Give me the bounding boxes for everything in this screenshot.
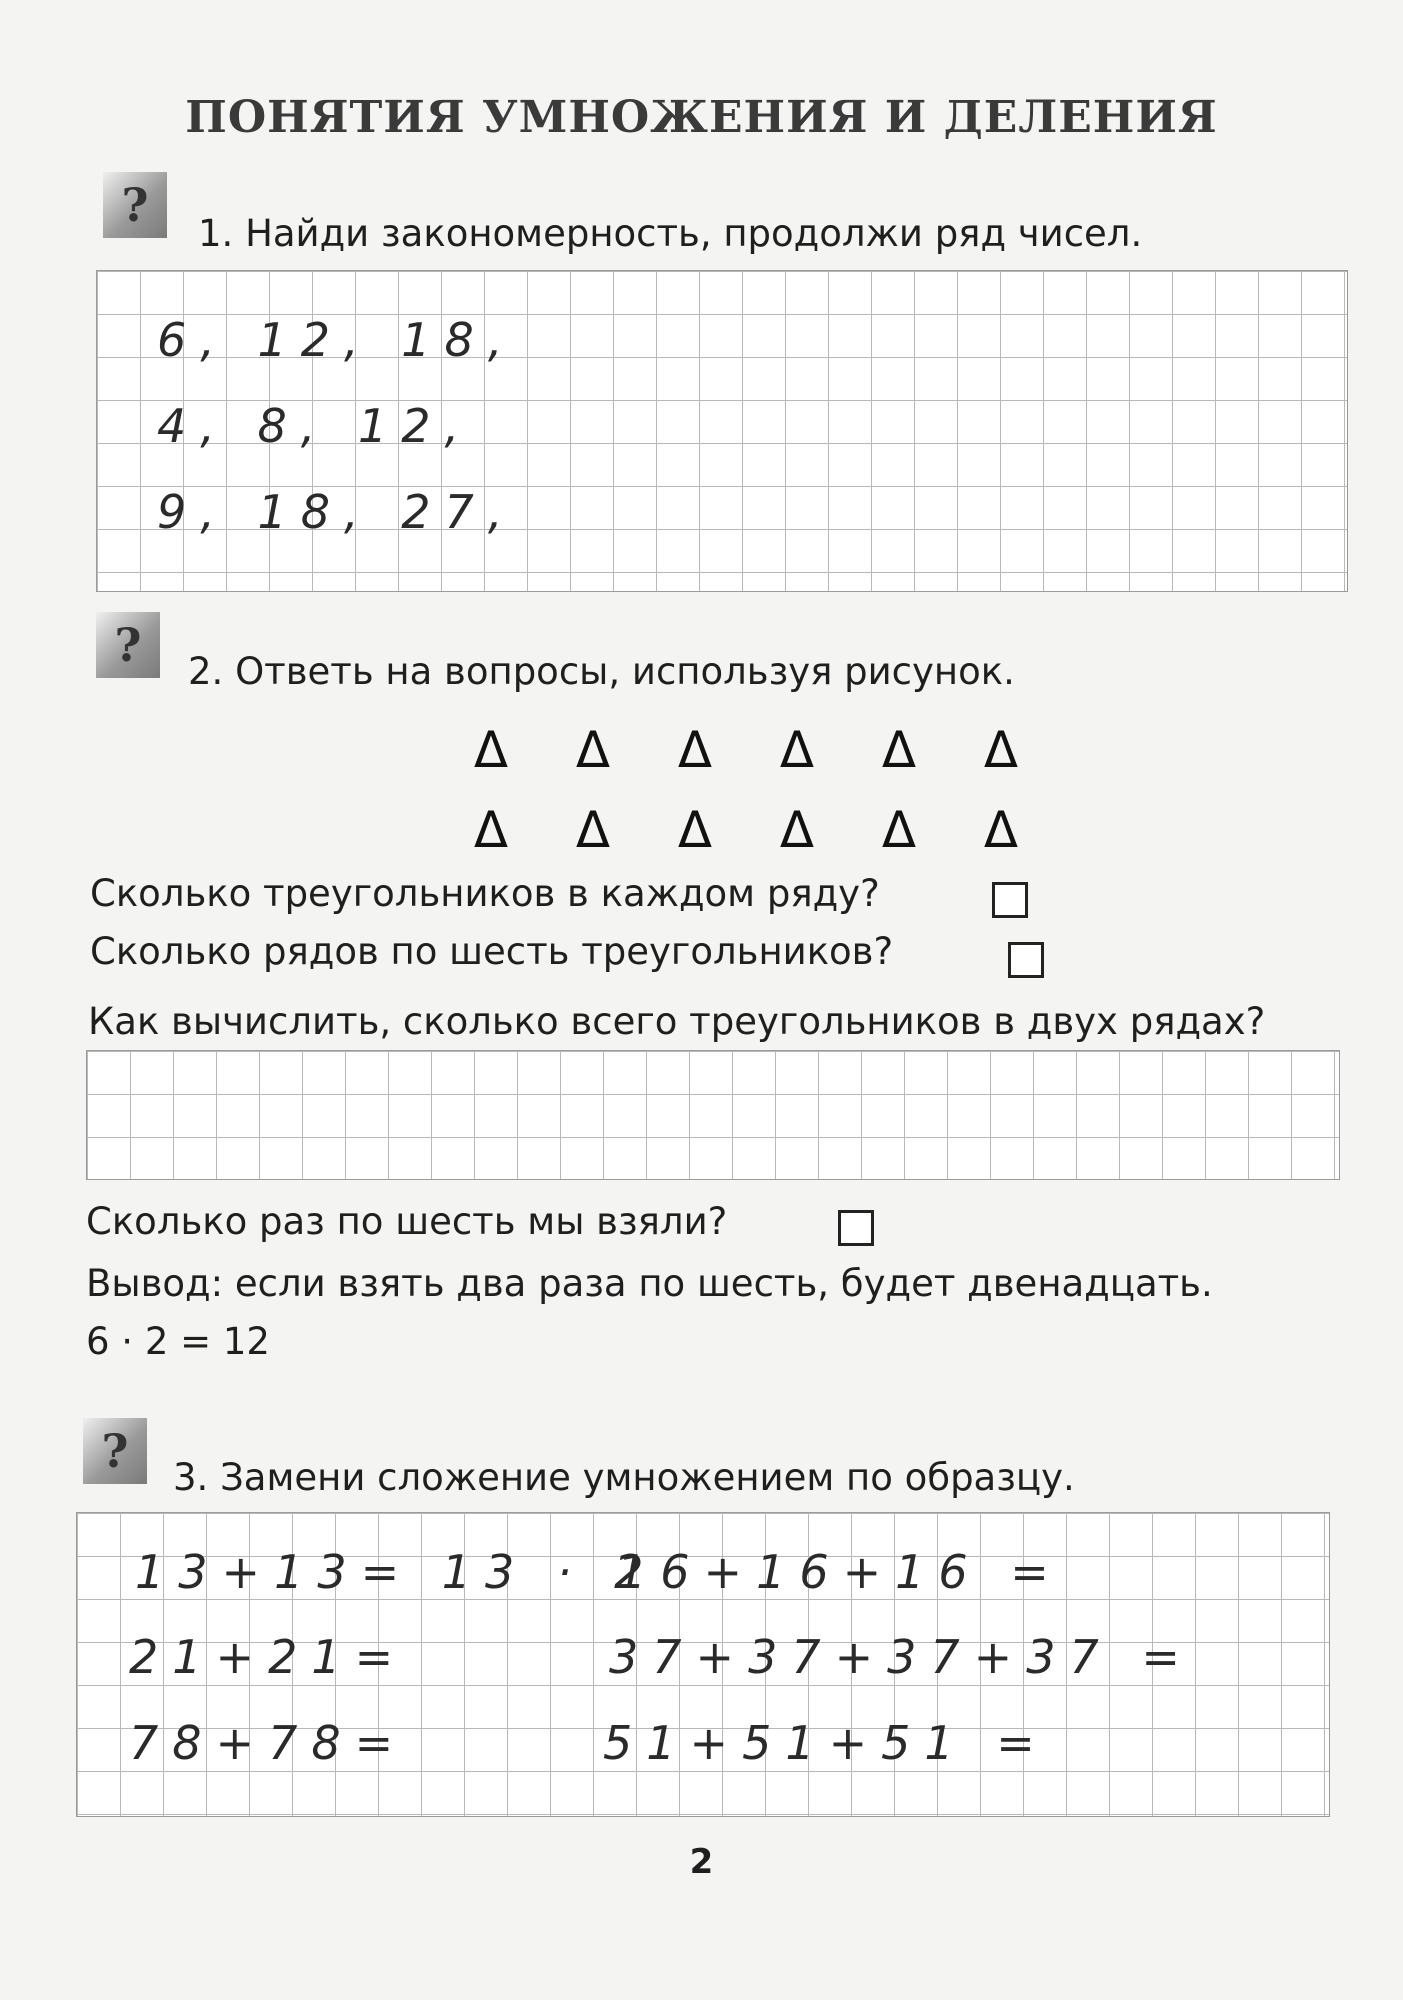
formula-text: 6 · 2 = 12 — [86, 1320, 270, 1363]
task-3-left-3: 78+78= — [129, 1716, 408, 1770]
triangle-icon: Δ — [575, 721, 611, 779]
task-1-row-1: 6, 12, 18, — [157, 313, 517, 367]
task-3-right-1: 16+16+16 = — [617, 1545, 1063, 1599]
task-1-grid[interactable] — [96, 270, 1348, 592]
answer-box-1[interactable] — [992, 882, 1028, 918]
task-3-right-3: 51+51+51 = — [603, 1716, 1049, 1770]
conclusion-text: Вывод: если взять два раза по шесть, будет двенадцать. — [86, 1262, 1213, 1305]
question-icon: ? — [83, 1418, 147, 1484]
task-3-left-2: 21+21= — [129, 1630, 408, 1684]
task-3-text: 3. Замени сложение умножением по образцу. — [173, 1456, 1075, 1499]
triangle-icon: Δ — [473, 721, 509, 779]
triangle-icon: Δ — [779, 801, 815, 859]
task-2-text: 2. Ответь на вопросы, используя рисунок. — [188, 650, 1015, 693]
triangle-row-2 — [440, 801, 1052, 859]
task-3-left-1: 13+13= 13 · 2 — [135, 1545, 658, 1599]
question-1: Сколько треугольников в каждом ряду? — [90, 872, 880, 915]
question-icon: ? — [103, 172, 167, 238]
question-2: Сколько рядов по шесть треугольников? — [90, 930, 894, 973]
triangle-icon: Δ — [983, 721, 1019, 779]
question-4: Сколько раз по шесть мы взяли? — [86, 1200, 728, 1243]
task-3-grid[interactable] — [76, 1512, 1330, 1817]
triangle-icon: Δ — [677, 721, 713, 779]
question-3: Как вычислить, сколько всего треугольников в двух рядах? — [88, 1000, 1266, 1043]
task-1-row-2: 4, 8, 12, — [157, 399, 474, 453]
triangle-icon: Δ — [575, 801, 611, 859]
triangle-icon: Δ — [473, 801, 509, 859]
task-1-text: 1. Найди закономерность, продолжи ряд чисел. — [198, 212, 1143, 255]
answer-box-3[interactable] — [838, 1210, 874, 1246]
task-3-right-2: 37+37+37+37 = — [609, 1630, 1194, 1684]
task-2-answer-grid[interactable] — [86, 1050, 1340, 1180]
triangle-icon: Δ — [983, 801, 1019, 859]
question-icon: ? — [96, 612, 160, 678]
answer-box-2[interactable] — [1008, 942, 1044, 978]
page-number: 2 — [689, 1842, 714, 1882]
triangle-icon: Δ — [881, 721, 917, 779]
triangle-row-1 — [440, 721, 1052, 779]
page-title: ПОНЯТИЯ УМНОЖЕНИЯ И ДЕЛЕНИЯ — [185, 92, 1218, 143]
triangle-icon: Δ — [779, 721, 815, 779]
task-1-row-3: 9, 18, 27, — [157, 485, 517, 539]
triangle-icon: Δ — [677, 801, 713, 859]
triangle-icon: Δ — [881, 801, 917, 859]
